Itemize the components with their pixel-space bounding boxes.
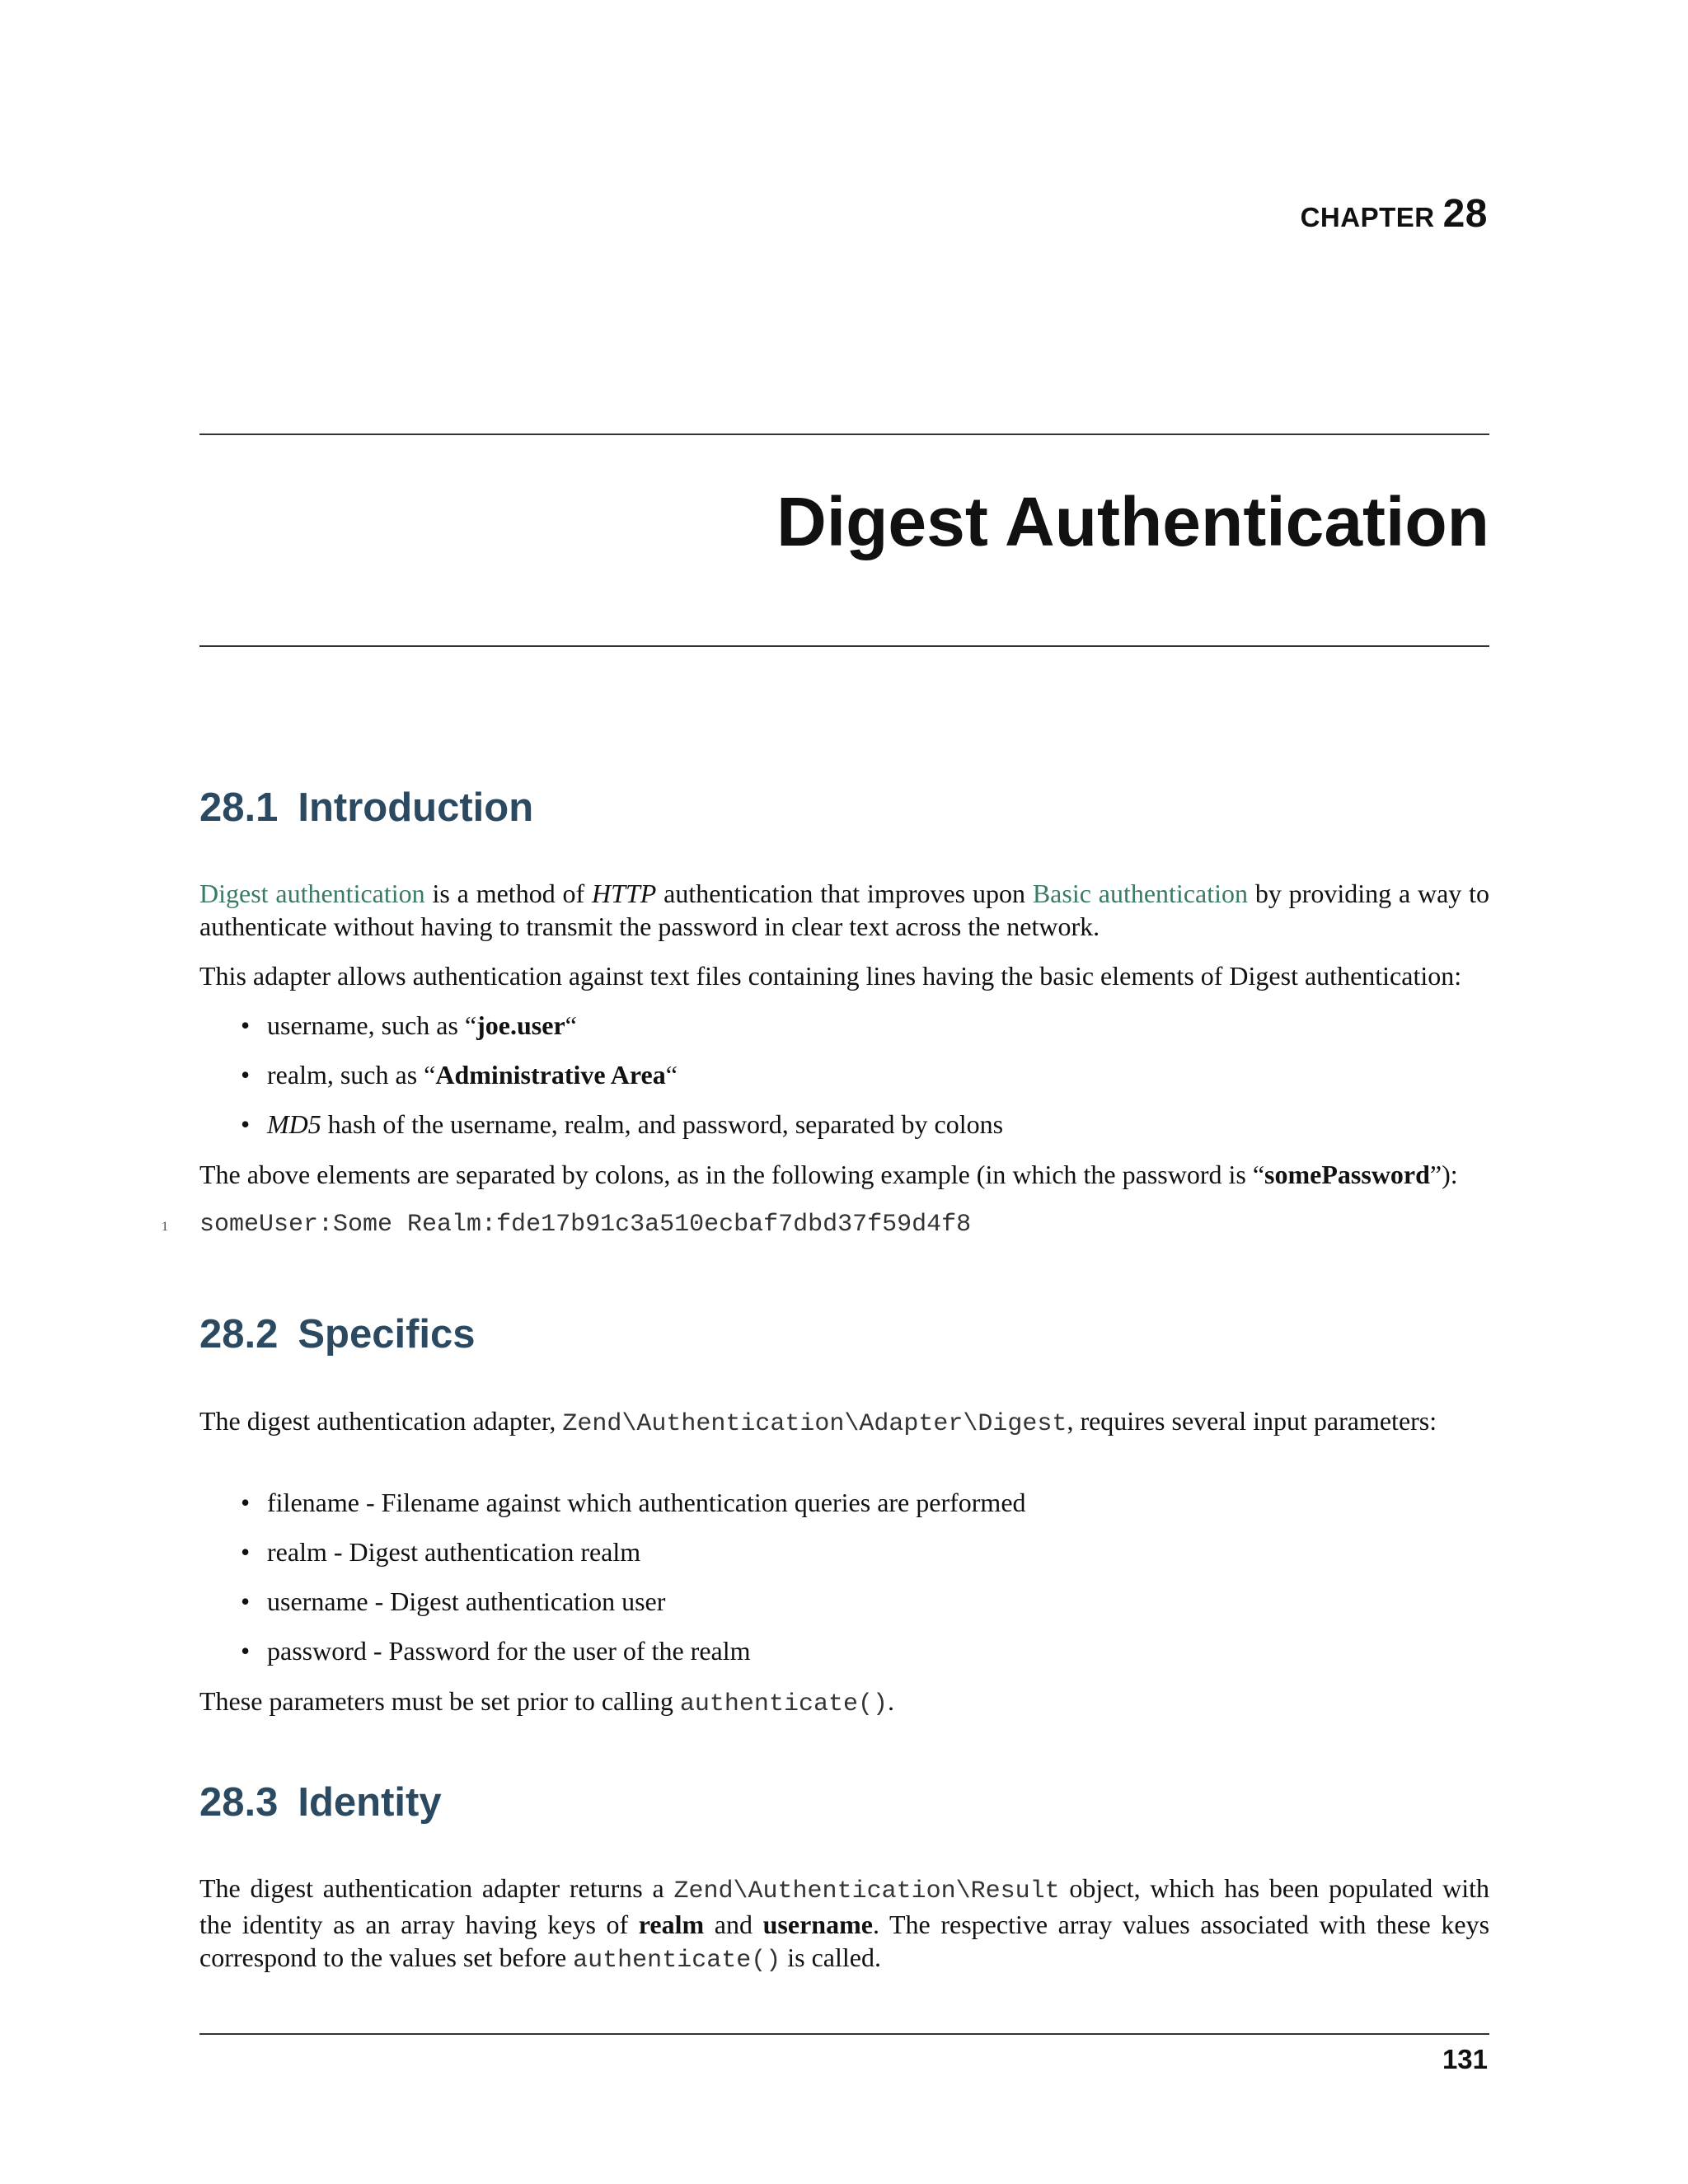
inline-code: authenticate(): [573, 1947, 781, 1975]
text-run: “: [665, 1060, 678, 1090]
text-run: by providing a way to authenticate without having to transmit the password in clear text across the network.: [199, 879, 1490, 941]
http-emphasis: HTTP: [592, 879, 657, 908]
text-run: These parameters must be set prior to calling: [199, 1686, 680, 1716]
text-run: The digest authentication adapter returns a: [199, 1873, 674, 1903]
specifics-bullet-list: [241, 1486, 1026, 1684]
bold-text: realm: [638, 1910, 705, 1939]
digest-authentication-link[interactable]: Digest authentication: [199, 879, 425, 908]
code-text: someUser:Some Realm:fde17b91c3a510ecbaf7dbd37f59d4f8: [199, 1211, 972, 1239]
section-number: 28.1: [199, 785, 279, 830]
bold-text: username: [762, 1910, 873, 1939]
md5-emphasis: MD5: [267, 1109, 321, 1139]
list-item: [241, 1108, 1003, 1157]
text-run: is a method of: [424, 879, 593, 908]
text-run: username - Digest authentication user: [267, 1586, 666, 1616]
section-title: Introduction: [298, 785, 534, 830]
text-run: filename - Filename against which authentication queries are performed: [267, 1488, 1026, 1517]
chapter-label: [1301, 191, 1488, 237]
intro-paragraph-3: [199, 1158, 1489, 1191]
section-heading-identity: [199, 1779, 442, 1825]
intro-bullet-list: [241, 1009, 1003, 1157]
text-run: The above elements are separated by colons, as in the following example (in which the password is “: [199, 1160, 1265, 1189]
section-number: 28.2: [199, 1312, 279, 1357]
text-run: realm - Digest authentication realm: [267, 1537, 641, 1567]
section-title: Specifics: [298, 1312, 476, 1357]
text-run: realm, such as “: [267, 1060, 436, 1090]
text-run: .: [887, 1686, 894, 1716]
specifics-paragraph-2: [199, 1685, 1489, 1721]
chapter-word: CHAPTER: [1300, 202, 1435, 232]
identity-paragraph-1: [199, 1872, 1489, 1977]
text-run: ”):: [1429, 1160, 1458, 1189]
bullet-icon: •: [241, 1537, 251, 1567]
text-run: and: [704, 1910, 763, 1939]
page-number: 131: [1442, 2044, 1488, 2074]
inline-code: Zend\Authentication\Result: [673, 1877, 1060, 1905]
text-run: The digest authentication adapter,: [199, 1406, 563, 1436]
bullet-icon: •: [241, 1109, 251, 1139]
bullet-icon: •: [241, 1586, 251, 1616]
bullet-icon: •: [241, 1060, 251, 1090]
page-title: Digest Authentication: [776, 483, 1489, 560]
title-bottom-rule: [199, 645, 1489, 647]
title-top-rule: [199, 434, 1489, 435]
basic-authentication-link[interactable]: Basic authentication: [1032, 879, 1249, 908]
list-item: [241, 1585, 1026, 1634]
text-run: username, such as “: [267, 1010, 477, 1040]
text-run: . The respective array values associated with these keys correspond to the values set before: [199, 1910, 1490, 1972]
bullet-icon: •: [241, 1010, 251, 1040]
text-run: authentication that improves upon: [656, 879, 1033, 908]
bold-text: Administrative Area: [435, 1060, 666, 1090]
bold-text: joe.user: [476, 1010, 565, 1040]
inline-code: authenticate(): [679, 1690, 888, 1718]
footer-rule: [199, 2033, 1489, 2035]
section-number: 28.3: [199, 1780, 279, 1825]
section-heading-introduction: [199, 785, 533, 831]
section-title: Identity: [298, 1780, 442, 1825]
list-item: [241, 1009, 1003, 1058]
text-run: , requires several input parameters:: [1067, 1406, 1437, 1436]
bullet-icon: •: [241, 1636, 251, 1666]
text-run: object, which has been populated with the identity as an array having keys of: [199, 1873, 1489, 1939]
list-item: [241, 1486, 1026, 1535]
bold-text: somePassword: [1264, 1160, 1430, 1189]
list-item: [241, 1634, 1026, 1684]
text-run: “: [565, 1010, 577, 1040]
section-heading-specifics: [199, 1311, 476, 1357]
text-run: hash of the username, realm, and password, separated by colons: [321, 1109, 1004, 1139]
list-item: [241, 1058, 1003, 1108]
specifics-paragraph-1: [199, 1404, 1489, 1441]
bullet-icon: •: [241, 1488, 251, 1517]
text-run: password - Password for the user of the realm: [267, 1636, 751, 1666]
code-example: [162, 1211, 971, 1239]
code-line-number: 1: [162, 1220, 168, 1234]
text-run: is called.: [781, 1943, 881, 1972]
intro-paragraph-2: This adapter allows authentication against text files containing lines having the basic elements of Digest authentication:: [199, 961, 1462, 991]
chapter-number: 28: [1442, 192, 1488, 236]
list-item: [241, 1535, 1026, 1585]
inline-code: Zend\Authentication\Adapter\Digest: [562, 1410, 1067, 1438]
intro-paragraph-1: [199, 877, 1489, 943]
